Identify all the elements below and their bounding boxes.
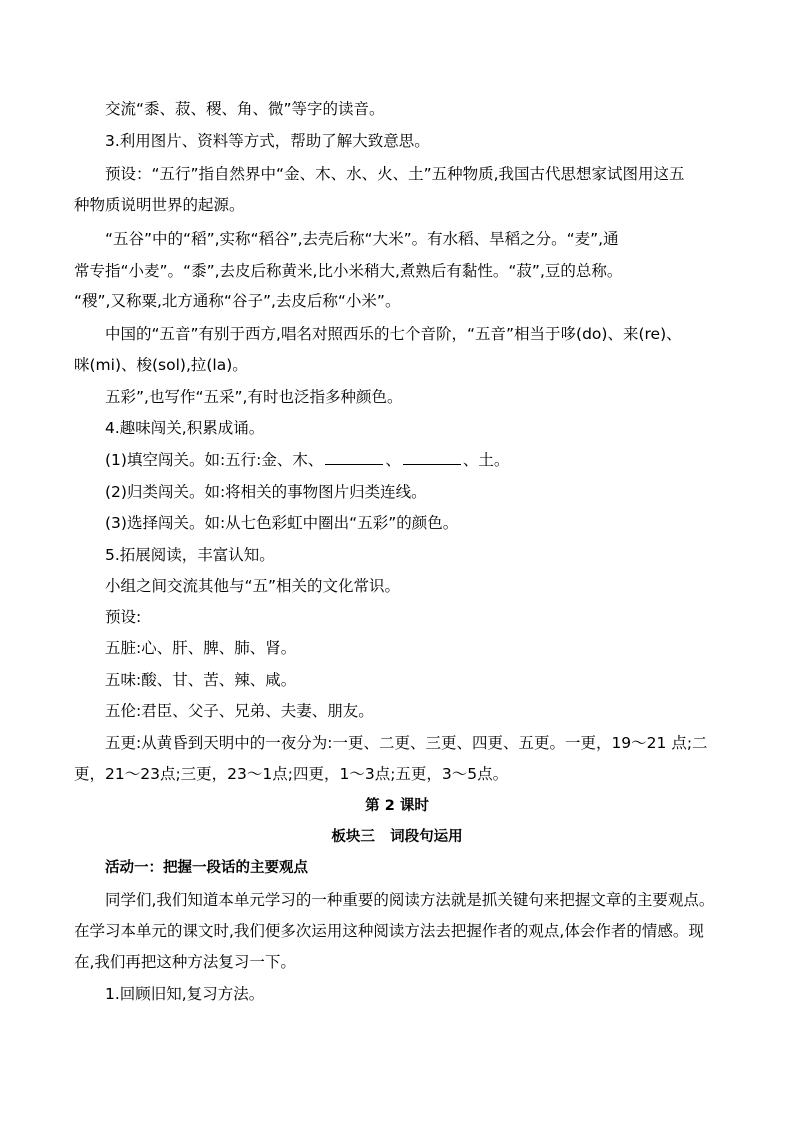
blank-line: [325, 450, 383, 465]
text-line: 4.趣味闯关,积累成诵。: [105, 419, 265, 437]
text-line: 五更:从黄昏到天明中的一夜分为:一更、二更、三更、四更、五更。一更，19～21 点;二: [105, 734, 708, 752]
text-line: 五伦:君臣、父子、兄弟、夫妻、朋友。: [105, 702, 374, 720]
section-heading: 板块三 词段句运用: [331, 829, 463, 845]
text-line: 在,我们再把这种方法复习一下。: [74, 953, 296, 971]
text-line: “五谷”中的“稻”,实称“稻谷”,去壳后称“大米”。有水稻、旱稻之分。“麦”,通: [105, 230, 619, 248]
text-line: 3.利用图片、资料等方式，帮助了解大致意思。: [105, 132, 430, 150]
text-line: 种物质说明世界的起源。: [74, 196, 245, 214]
lesson-heading: 第 2 课时: [365, 798, 429, 814]
text-line: 中国的“五音”有别于西方,唱名对照西乐的七个音阶，“五音”相当于哆(do)、来(re)、: [105, 325, 682, 343]
text-line: 预设：“五行”指自然界中“金、木、水、火、土”五种物质,我国古代思想家试图用这五: [105, 165, 685, 183]
text-line: 五脏:心、肝、脾、肺、肾。: [105, 639, 297, 657]
blank-line: [403, 450, 461, 465]
text-line: 5.拓展阅读，丰富认知。: [105, 546, 275, 564]
text-line: 同学们,我们知道本单元学习的一种重要的阅读方法就是抓关键句来把握文章的主要观点。: [105, 891, 715, 909]
text-line: (3)选择闯关。如:从七色彩虹中圈出“五彩”的颜色。: [105, 514, 459, 532]
text-segment: 、: [385, 451, 401, 469]
activity-heading: 活动一：把握一段话的主要观点: [105, 860, 308, 876]
text-line: 在学习本单元的课文时,我们便多次运用这种阅读方法去把握作者的观点,体会作者的情感。现: [74, 922, 704, 940]
text-line: “稷”,又称粟,北方通称“谷子”,去皮后称“小米”。: [74, 292, 401, 310]
text-line: 咪(mi)、梭(sol),拉(la)。: [74, 356, 248, 374]
text-segment: (1)填空闯关。如:五行:金、木、: [105, 451, 324, 469]
text-line: 1.回顾旧知,复习方法。: [105, 985, 265, 1003]
text-line: 更，21～23点;三更，23～1点;四更，1～3点;五更，3～5点。: [74, 765, 509, 783]
text-line: 小组之间交流其他与“五”相关的文化常识。: [105, 577, 401, 595]
text-line: (2)归类闯关。如:将相关的事物图片归类连线。: [105, 483, 427, 501]
text-line: 预设:: [105, 608, 142, 626]
text-segment: 、土。: [462, 451, 510, 469]
text-line: 五彩”,也写作“五采”,有时也泛指多种颜色。: [105, 388, 403, 406]
fill-blank-line: [74, 444, 726, 476]
text-line: 常专指“小麦”。“黍”,去皮后称黄米,比小米稍大,煮熟后有黏性。“菽”,豆的总称。: [74, 262, 623, 280]
text-line: 五味:酸、甘、苦、辣、咸。: [105, 671, 297, 689]
text-line: 交流“黍、菽、稷、角、微”等字的读音。: [105, 100, 385, 118]
